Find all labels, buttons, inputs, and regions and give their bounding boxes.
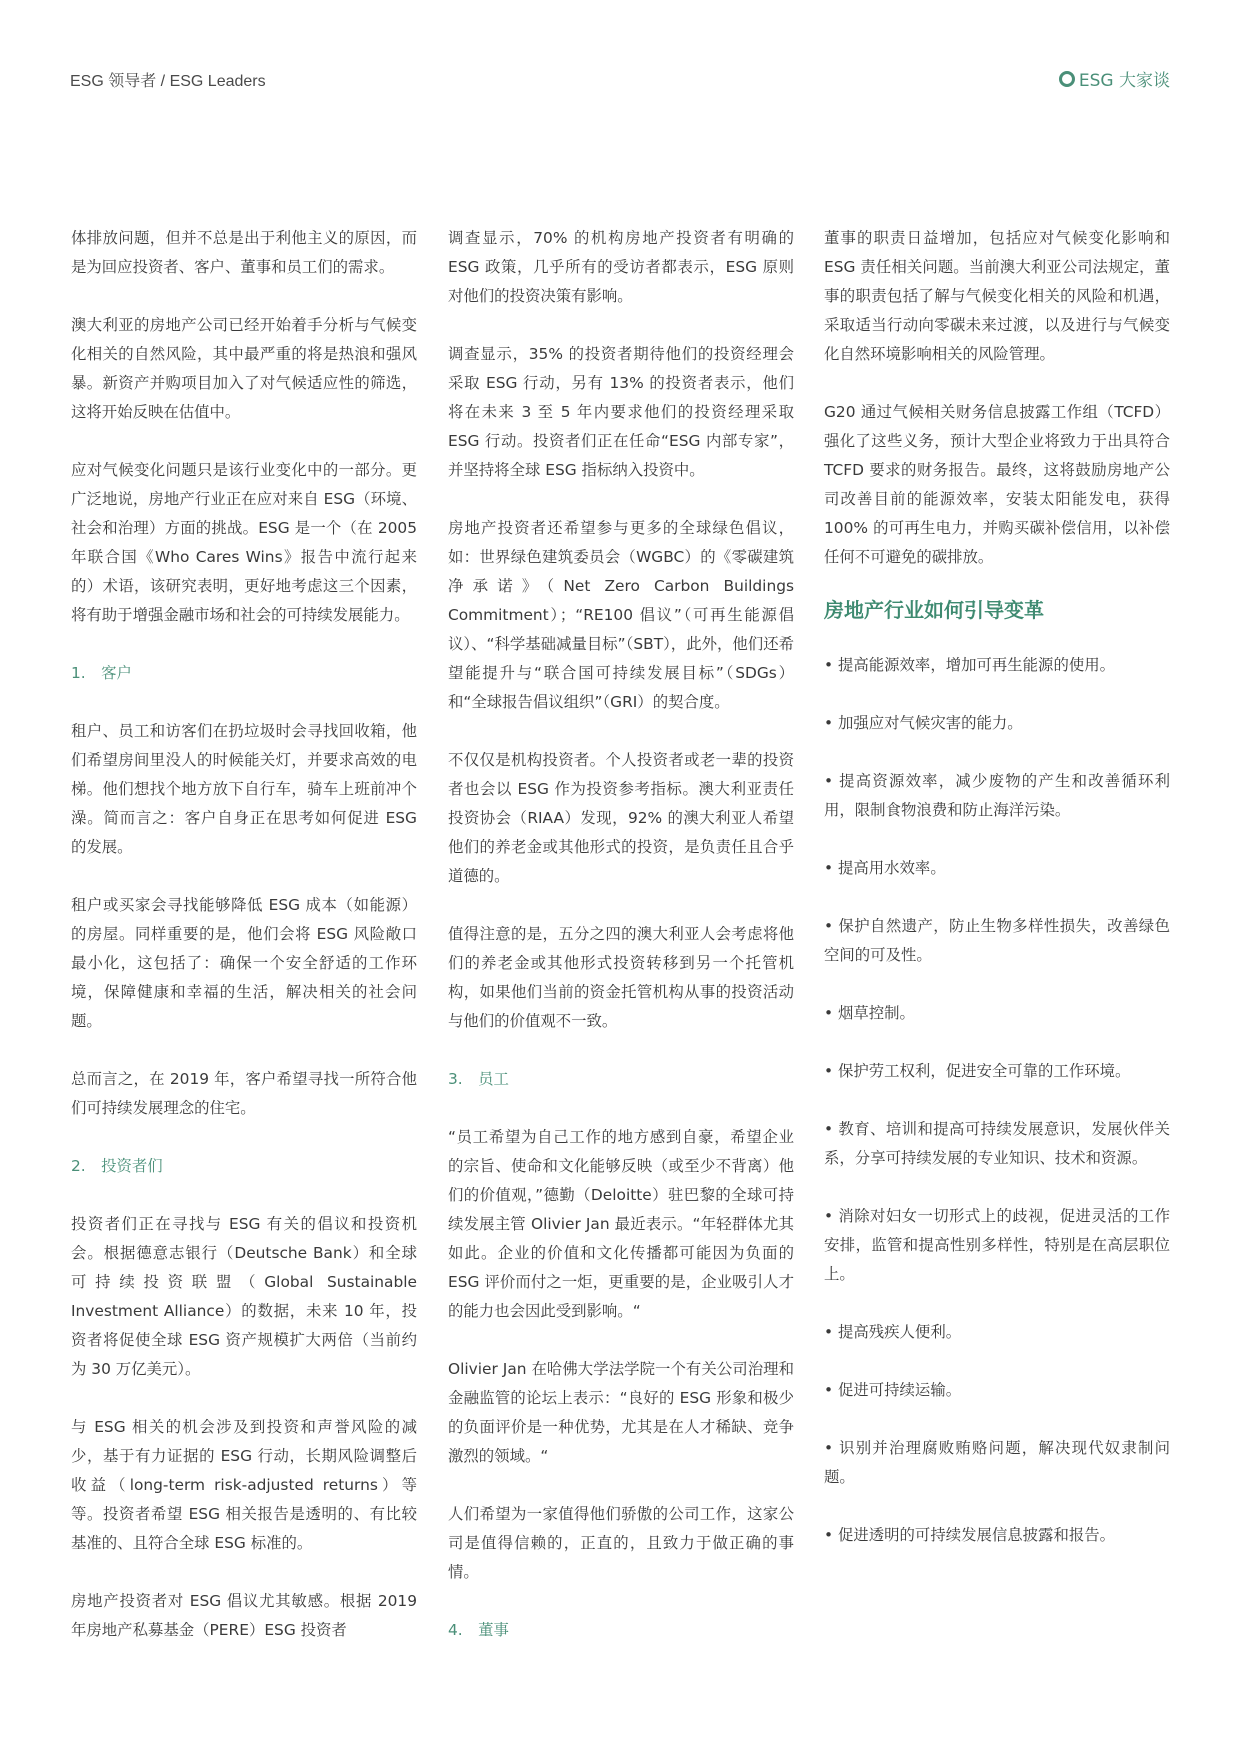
bullet-item: • 提高残疾人便利。 [824,1323,962,1341]
paragraph: Olivier Jan 在哈佛大学法学院一个有关公司治理和金融监管的论坛上表示：“良好的 ESG 形象和极少的负面评价是一种优势，尤其是在人才稀缺、竞争激烈的领域。“ [448,1360,794,1465]
paragraph: 澳大利亚的房地产公司已经开始着手分析与气候变化相关的自然风险，其中最严重的将是热浪和强风暴。新资产并购项目加入了对气候适应性的筛选，这将开始反映在估值中。 [71,316,417,421]
bullet-item: • 提高用水效率。 [824,859,946,877]
bullet-item: • 提高资源效率，减少废物的产生和改善循环利用，限制食物浪费和防止海洋污染。 [824,772,1170,819]
bullet-item: • 保护劳工权利，促进安全可靠的工作环境。 [824,1062,1131,1080]
section-label [1059,66,1170,91]
running-header: ESG 领导者 / ESG Leaders [70,73,266,90]
paragraph: 总而言之，在 2019 年，客户希望寻找一所符合他们可持续发展理念的住宅。 [71,1070,417,1117]
bullet-item: • 烟草控制。 [824,1004,915,1022]
paragraph: 调查显示，70% 的机构房地产投资者有明确的 ESG 政策，几乎所有的受访者都表示，ESG 原则对他们的投资决策有影响。 [448,229,794,305]
paragraph: 不仅仅是机构投资者。个人投资者或老一辈的投资者也会以 ESG 作为投资参考指标。澳大利亚责任投资协会（RIAA）发现，92% 的澳大利亚人希望他们的养老金或其他形式的投资，是负责任且合乎道德的。 [448,751,794,885]
paragraph: “员工希望为自己工作的地方感到自豪，希望企业的宗旨、使命和文化能够反映（或至少不背离）他们的价值观，”德勤（Deloitte）驻巴黎的全球可持续发展主管 Olivier Jan 最近表示。“年轻群体尤其如此。企业的价值和文化传播都可能因为负面的 ESG 评价而付之一炬，更重要的是，企业吸引人才的能力也会因此受到影响。“ [448,1128,794,1320]
paragraph: 人们希望为一家值得他们骄傲的公司工作，这家公司是值得信赖的，正直的，且致力于做正确的事情。 [448,1505,794,1581]
section-heading-customers: 1. 客户 [71,664,132,682]
bullet-item: • 促进透明的可持续发展信息披露和报告。 [824,1526,1116,1544]
column-2 [448,224,794,1674]
column-1 [71,224,417,1674]
bullet-item: • 加强应对气候灾害的能力。 [824,714,1023,732]
subheading: 房地产行业如何引导变革 [824,598,1044,622]
section-heading-employees: 3. 员工 [448,1070,509,1088]
bullet-item: • 提高能源效率，增加可再生能源的使用。 [824,656,1116,674]
paragraph: 投资者们正在寻找与 ESG 有关的倡议和投资机会。根据德意志银行（Deutsche Bank）和全球可持续投资联盟（Global Sustainable Investment Alliance）的数据，未来 10 年，投资者将促使全球 ESG 资产规模扩大两倍（当前约为 30 万亿美元）。 [71,1215,417,1378]
bullet-item: • 教育、培训和提高可持续发展意识，发展伙伴关系，分享可持续发展的专业知识、技术和资源。 [824,1120,1170,1167]
paragraph: 值得注意的是，五分之四的澳大利亚人会考虑将他们的养老金或其他形式投资转移到另一个托管机构，如果他们当前的资金托管机构从事的投资活动与他们的价值观不一致。 [448,925,794,1030]
bullet-item: • 消除对妇女一切形式上的歧视，促进灵活的工作安排，监管和提高性别多样性，特别是在高层职位上。 [824,1207,1170,1283]
section-label-text: ESG 大家谈 [1078,71,1170,91]
paragraph: 租户或买家会寻找能够降低 ESG 成本（如能源）的房屋。同样重要的是，他们会将 ESG 风险敞口最小化，这包括了：确保一个安全舒适的工作环境，保障健康和幸福的生活，解决相关的社会问题。 [71,896,417,1030]
paragraph: 房地产投资者对 ESG 倡议尤其敏感。根据 2019 年房地产私募基金（PERE）ESG 投资者 [71,1592,417,1639]
bullet-item: • 保护自然遗产，防止生物多样性损失，改善绿色空间的可及性。 [824,917,1170,964]
section-heading-investors: 2. 投资者们 [71,1157,163,1175]
circle-icon [1059,71,1075,87]
paragraph: G20 通过气候相关财务信息披露工作组（TCFD）强化了这些义务，预计大型企业将致力于出具符合 TCFD 要求的财务报告。最终，这将鼓励房地产公司改善目前的能源效率，安装太阳能发电，获得 100% 的可再生电力，并购买碳补偿信用，以补偿任何不可避免的碳排放。 [824,403,1170,566]
paragraph: 调查显示，35% 的投资者期待他们的投资经理会采取 ESG 行动，另有 13% 的投资者表示，他们将在未来 3 至 5 年内要求他们的投资经理采取 ESG 行动。投资者们正在任命“ESG 内部专家”，并坚持将全球 ESG 指标纳入投资中。 [448,345,794,479]
paragraph: 应对气候变化问题只是该行业变化中的一部分。更广泛地说，房地产行业正在应对来自 ESG（环境、社会和治理）方面的挑战。ESG 是一个（在 2005 年联合国《Who Cares Wins》报告中流行起来的）术语，该研究表明，更好地考虑这三个因素，将有助于增强金融市场和社会的可持续发展能力。 [71,461,417,624]
column-3 [824,224,1170,1579]
section-heading-directors: 4. 董事 [448,1621,509,1639]
paragraph: 体排放问题，但并不总是出于利他主义的原因，而是为回应投资者、客户、董事和员工们的需求。 [71,229,417,276]
paragraph: 与 ESG 相关的机会涉及到投资和声誉风险的减少，基于有力证据的 ESG 行动，长期风险调整后收益（long-term risk-adjusted returns）等等。投资者希望 ESG 相关报告是透明的、有比较基准的、且符合全球 ESG 标准的。 [71,1418,417,1552]
paragraph: 房地产投资者还希望参与更多的全球绿色倡议，如：世界绿色建筑委员会（WGBC）的《零碳建筑净承诺》（Net Zero Carbon Buildings Commitment）；“RE100 倡议”（可再生能源倡议）、“科学基础减量目标”（SBT），此外，他们还希望能提升与“联合国可持续发展目标”（SDGs）和“全球报告倡议组织”（GRI）的契合度。 [448,519,794,711]
bullet-item: • 识别并治理腐败贿赂问题，解决现代奴隶制问题。 [824,1439,1170,1486]
paragraph: 租户、员工和访客们在扔垃圾时会寻找回收箱，他们希望房间里没人的时候能关灯，并要求高效的电梯。他们想找个地方放下自行车，骑车上班前冲个澡。简而言之：客户自身正在思考如何促进 ESG 的发展。 [71,722,417,856]
bullet-item: • 促进可持续运输。 [824,1381,962,1399]
paragraph: 董事的职责日益增加，包括应对气候变化影响和 ESG 责任相关问题。当前澳大利亚公司法规定，董事的职责包括了解与气候变化相关的风险和机遇，采取适当行动向零碳未来过渡，以及进行与气候变化自然环境影响相关的风险管理。 [824,229,1170,363]
